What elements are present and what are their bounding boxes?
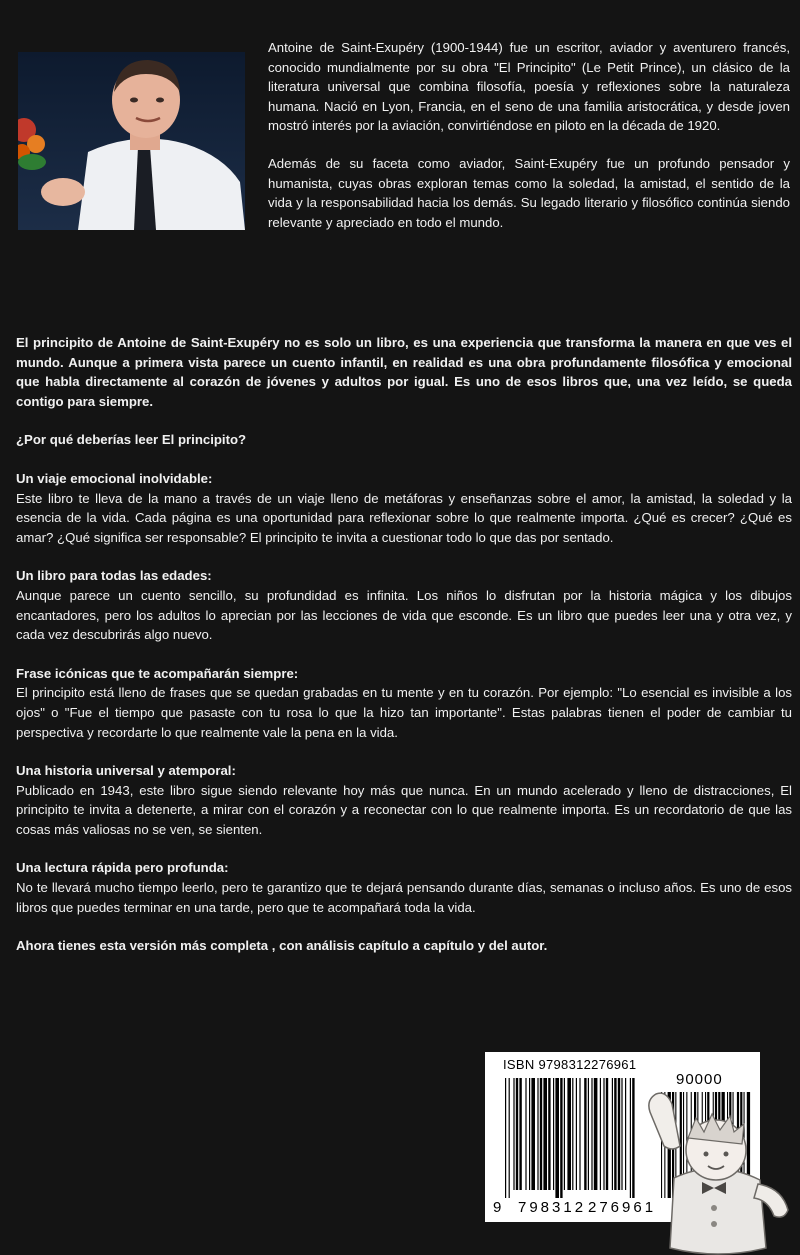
barcode-bar bbox=[516, 1078, 518, 1190]
barcode-bar bbox=[525, 1078, 526, 1190]
barcode-bar bbox=[606, 1078, 608, 1190]
reason-section bbox=[16, 566, 792, 644]
reason-heading: Un viaje emocional inolvidable: bbox=[16, 470, 213, 486]
barcode-digits-group1: 798312 bbox=[518, 1199, 587, 1216]
barcode-bar bbox=[519, 1078, 521, 1190]
little-prince-illustration bbox=[636, 1088, 800, 1255]
barcode-bar bbox=[567, 1078, 571, 1190]
barcode-bar bbox=[505, 1078, 506, 1198]
reason-heading: Frase icónicas que te acompañarán siempre: bbox=[16, 665, 299, 681]
barcode-bar bbox=[594, 1078, 598, 1190]
barcode-bar bbox=[591, 1078, 592, 1190]
barcode-bar bbox=[540, 1078, 542, 1190]
barcode-bar bbox=[548, 1078, 550, 1190]
isbn-label: ISBN 9798312276961 bbox=[503, 1057, 637, 1072]
reason-section bbox=[16, 858, 792, 917]
barcode-bar bbox=[579, 1078, 580, 1190]
barcode-bar bbox=[588, 1078, 589, 1190]
reason-section bbox=[16, 469, 792, 547]
barcode-bar bbox=[572, 1078, 573, 1190]
intro-paragraph: El principito de Antoine de Saint-Exupéry no es solo un libro, es una experiencia que transforma la manera en que ves el mundo. Aunque a primera vista parece un cuento infantil, en realidad es una obra profundamente filosófica y emocional que habla directamente al corazón de jóvenes y adultos por igual. Es uno de esos libros que, una vez leído, se queda contigo para siempre. bbox=[16, 335, 792, 409]
reason-section bbox=[16, 664, 792, 742]
barcode-bar bbox=[543, 1078, 547, 1190]
barcode-bar bbox=[612, 1078, 613, 1190]
barcode-bar bbox=[584, 1078, 586, 1190]
author-portrait-illustration bbox=[18, 52, 245, 230]
reason-heading: Una lectura rápida pero profunda: bbox=[16, 860, 229, 876]
barcode-bar bbox=[621, 1078, 622, 1190]
author-bio-paragraph: Antoine de Saint-Exupéry (1900-1944) fue un escritor, aviador y aventurero francés, conocido mundialmente por su obra "El Principito" (Le Petit Prince), un clásico de la literatura universal que combina filosofía, poesía y reflexiones sobre la naturaleza humana. Nació en Lyon, Francia, en el seno de una familia aristocrática, y desde joven mostró interés por la aviación, convirtiéndose en piloto en la década de 1920. bbox=[268, 40, 790, 134]
barcode-bar bbox=[603, 1078, 604, 1190]
barcode-digit-first: 9 bbox=[493, 1199, 502, 1216]
price-code: 90000 bbox=[676, 1071, 723, 1088]
barcode-bar bbox=[600, 1078, 601, 1190]
barcode-bar bbox=[576, 1078, 577, 1190]
question-heading: ¿Por qué deberías leer El principito? bbox=[16, 432, 247, 448]
author-bio-paragraph: Además de su faceta como aviador, Saint-Exupéry fue un profundo pensador y humanista, cuyas obras exploran temas como la soledad, la amistad, el sentido de la vida y la responsabilidad hacia los demás. Su legado literario y filosófico continúa siendo relevante y apreciado en todo el mundo. bbox=[268, 155, 790, 230]
reason-heading: Un libro para todas las edades: bbox=[16, 568, 212, 584]
barcode-bar bbox=[630, 1078, 631, 1198]
reason-body: Aunque parece un cuento sencillo, su profundidad es infinita. Los niños lo disfrutan por la historia mágica y los dibujos encantadores, pero los adultos lo aprecian por las lecciones de vida que esconde. Es un libro que puedes leer una y otra vez, y cada vez descubrirás algo nuevo. bbox=[16, 587, 792, 643]
reason-body: No te llevará mucho tiempo leerlo, pero te garantizo que te dejará pensando durante días, semanas o incluso años. Es uno de esos libros que puedes terminar en una tarde, pero que te acompañará toda la vida. bbox=[16, 880, 792, 915]
author-photo bbox=[18, 52, 245, 230]
barcode-bar bbox=[632, 1078, 634, 1198]
barcode-bar bbox=[537, 1078, 538, 1190]
reason-heading: Una historia universal y atemporal: bbox=[16, 763, 236, 779]
barcode-bar bbox=[614, 1078, 616, 1190]
barcode-bar bbox=[553, 1078, 554, 1190]
barcode-bar bbox=[618, 1078, 620, 1190]
barcode-digits-group2: 276961 bbox=[588, 1199, 657, 1216]
barcode-bar bbox=[509, 1078, 510, 1198]
barcode-bar bbox=[513, 1078, 514, 1190]
barcode-bar bbox=[564, 1078, 565, 1190]
barcode-bar bbox=[625, 1078, 626, 1190]
barcode-bar bbox=[531, 1078, 535, 1190]
closing-statement: Ahora tienes esta versión más completa , con análisis capítulo a capítulo y del autor. bbox=[16, 938, 548, 954]
reason-body: Este libro te lleva de la mano a través de un viaje lleno de metáforas y enseñanzas sobre el amor, la amistad, la soledad y la esencia de la vida. Cada página es una oportunidad para reflexionar sobre lo que realmente importa. ¿Qué es crecer? ¿Qué es amar? ¿Qué significa ser responsable? El principito te invita a cuestionar todo lo que das por sentado. bbox=[16, 490, 792, 545]
author-bio bbox=[268, 38, 790, 250]
barcode-bar bbox=[529, 1078, 530, 1190]
barcode-bar bbox=[560, 1078, 562, 1198]
reason-body: El principito está lleno de frases que se quedan grabadas en tu mente y en tu corazón. Por ejemplo: "Lo esencial es invisible a los ojos" o "Fue el tiempo que pasaste con tu rosa lo que la hizo tan importante". Estas palabras tienen el poder de cambiar tu perspectiva y recordarte lo que realmente vale la pena en la vida. bbox=[16, 685, 792, 740]
reason-body: Publicado en 1943, este libro sigue siendo relevante hoy más que nunca. En un mundo acelerado y lleno de distracciones, El principito te invita a detenerte, a mirar con el corazón y a reconectar con lo que realmente importa. Es un recordatorio de que las cosas más valiosas no se ven, se sienten. bbox=[16, 782, 792, 837]
book-description bbox=[16, 333, 792, 956]
reason-section bbox=[16, 761, 792, 839]
barcode-bar bbox=[555, 1078, 559, 1198]
